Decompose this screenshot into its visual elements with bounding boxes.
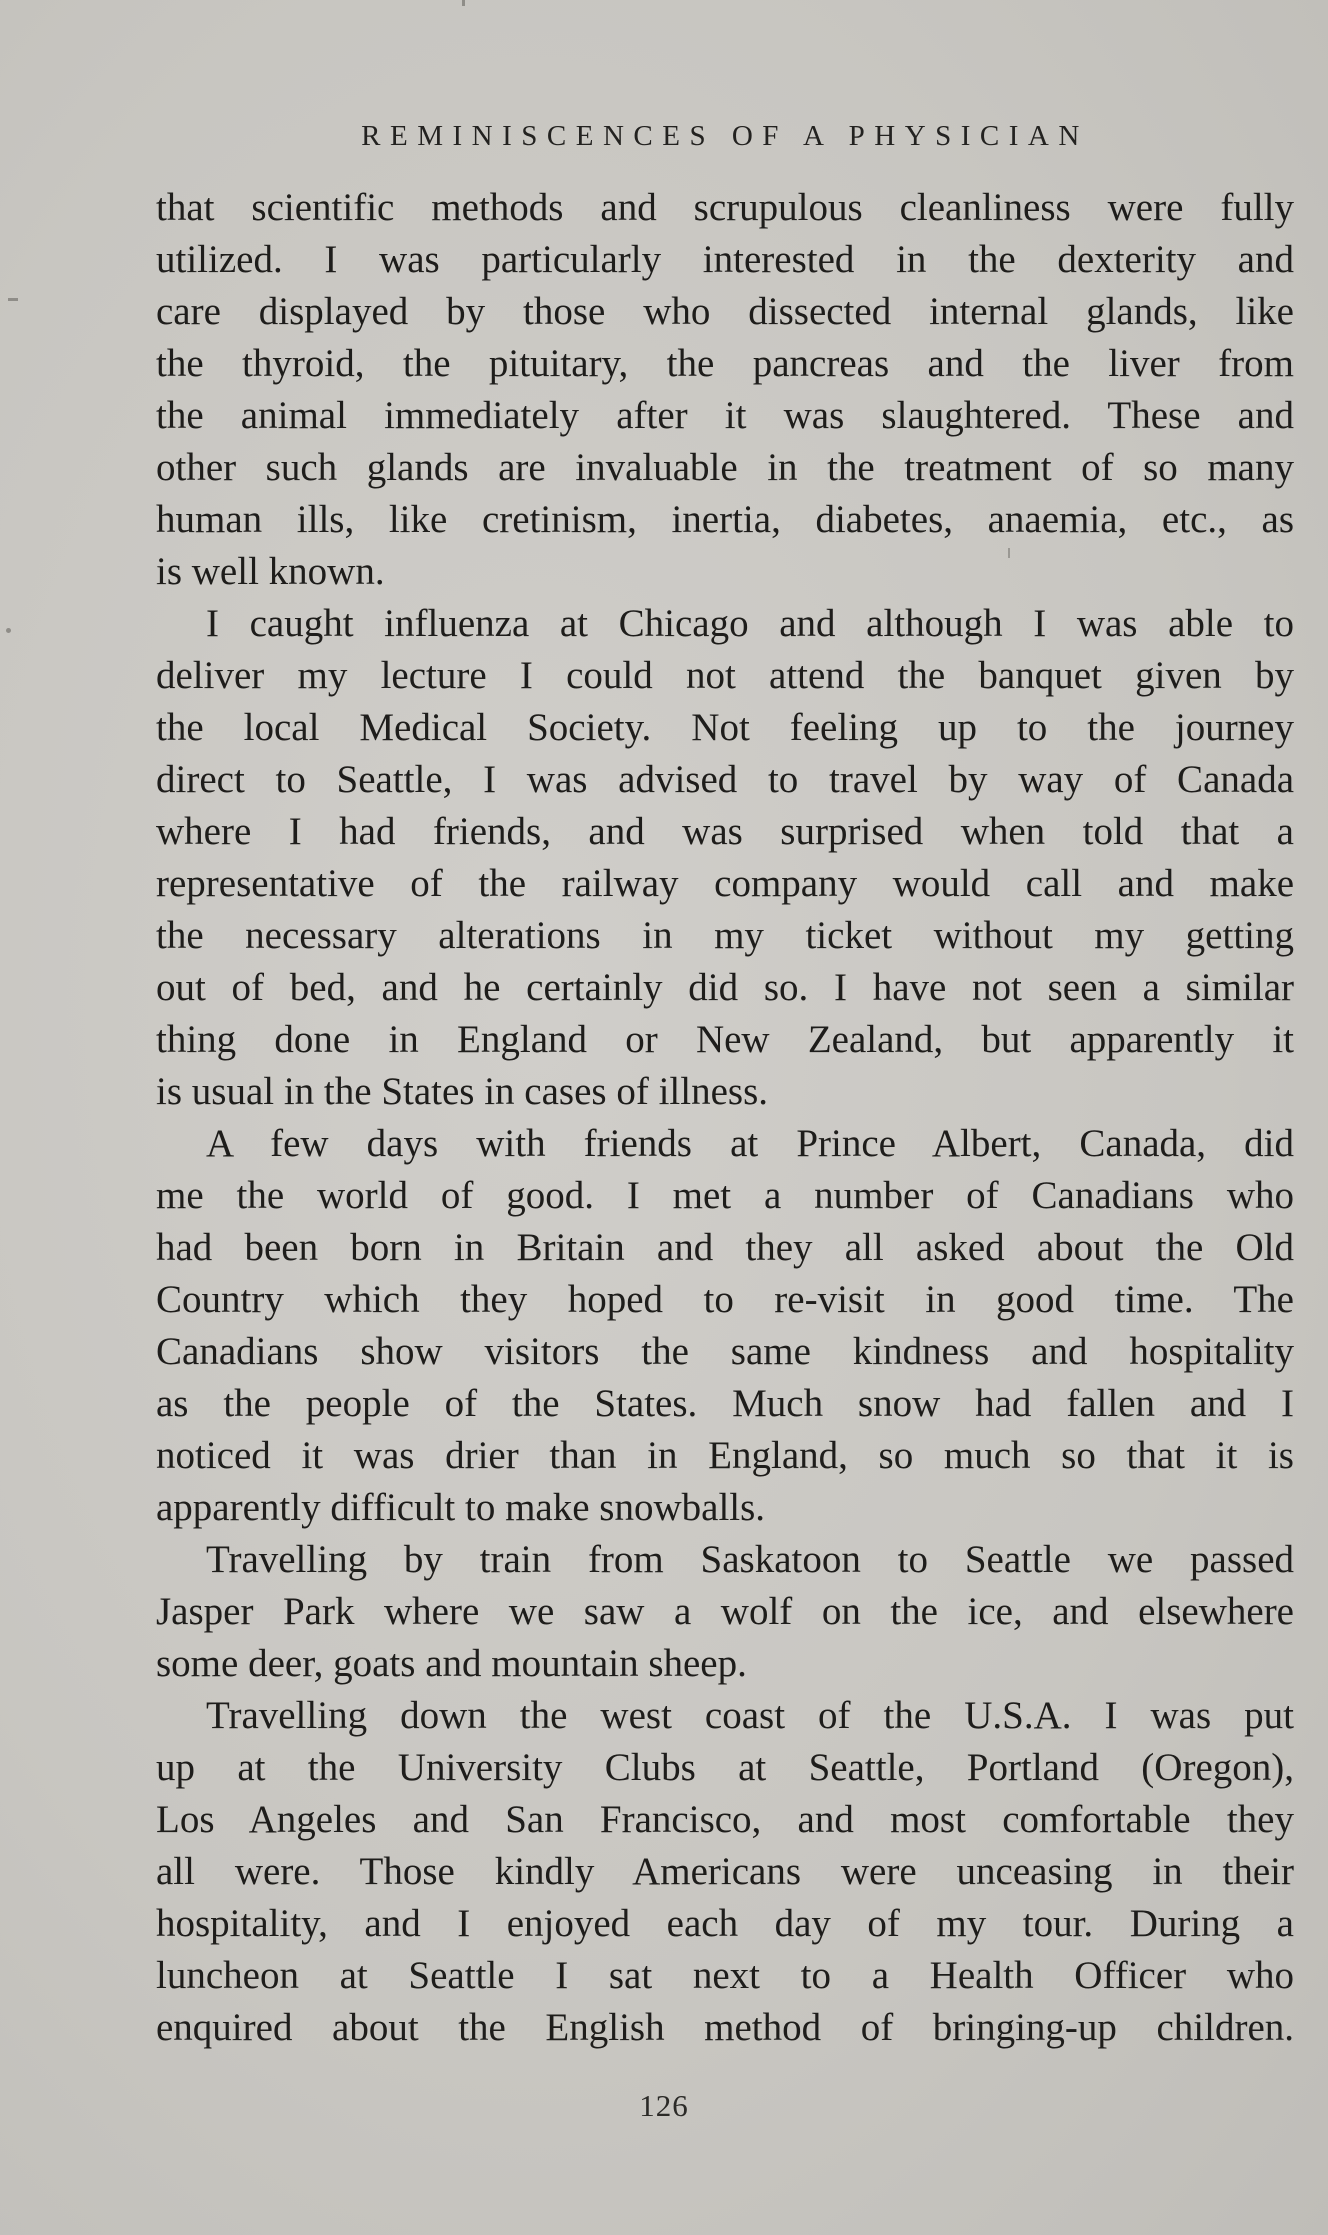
text-line: Travelling by train from Saskatoon to Seattle we passed <box>206 1538 1294 1581</box>
text-line: as the people of the States. Much snow had fallen and I <box>156 1382 1294 1425</box>
paragraph-1 <box>156 182 1294 598</box>
text-line: representative of the railway company would call and make <box>156 862 1294 905</box>
text-line: where I had friends, and was surprised when told that a <box>156 810 1294 853</box>
text-line: other such glands are invaluable in the treatment of so many <box>156 446 1294 489</box>
text-line: is usual in the States in cases of illness. <box>156 1070 769 1113</box>
text-line: the thyroid, the pituitary, the pancreas and the liver from <box>156 342 1294 385</box>
text-line: Canadians show visitors the same kindness and hospitality <box>156 1330 1294 1373</box>
text-line: is well known. <box>156 550 385 593</box>
text-line: all were. Those kindly Americans were unceasing in their <box>156 1850 1294 1893</box>
text-line: care displayed by those who dissected internal glands, like <box>156 290 1294 333</box>
text-line: enquired about the English method of bringing-up children. <box>156 2006 1294 2049</box>
text-line: me the world of good. I met a number of Canadians who <box>156 1174 1294 1217</box>
page-number: 126 <box>639 2088 689 2123</box>
text-line: some deer, goats and mountain sheep. <box>156 1642 747 1685</box>
text-line: up at the University Clubs at Seattle, Portland (Oregon), <box>156 1746 1294 1789</box>
text-line: I caught influenza at Chicago and although I was able to <box>206 602 1294 645</box>
text-line: noticed it was drier than in England, so much so that it is <box>156 1434 1294 1477</box>
text-line: deliver my lecture I could not attend the banquet given by <box>156 654 1294 697</box>
text-line: direct to Seattle, I was advised to travel by way of Canada <box>156 758 1294 801</box>
running-head: REMINISCENCES OF A PHYSICIAN <box>361 120 1089 152</box>
speck-mark <box>462 0 465 6</box>
text-line: that scientific methods and scrupulous cleanliness were fully <box>156 186 1294 229</box>
text-line: A few days with friends at Prince Albert, Canada, did <box>206 1122 1294 1165</box>
text-line: out of bed, and he certainly did so. I have not seen a similar <box>156 966 1294 1009</box>
paragraph-4 <box>156 1534 1294 1690</box>
speck-mark <box>6 628 11 633</box>
paragraph-2 <box>156 598 1294 1118</box>
text-line: the local Medical Society. Not feeling up to the journey <box>156 706 1294 749</box>
text-line: utilized. I was particularly interested in the dexterity and <box>156 238 1294 281</box>
text-line: Los Angeles and San Francisco, and most comfortable they <box>156 1798 1294 1841</box>
speck-mark <box>1008 548 1010 558</box>
text-line: human ills, like cretinism, inertia, diabetes, anaemia, etc., as <box>156 498 1294 541</box>
speck-mark <box>8 298 18 301</box>
text-line: hospitality, and I enjoyed each day of my tour. During a <box>156 1902 1294 1945</box>
body-text <box>156 182 1294 2054</box>
text-line: the necessary alterations in my ticket without my getting <box>156 914 1294 957</box>
paragraph-3 <box>156 1118 1294 1534</box>
text-line: Country which they hoped to re-visit in good time. The <box>156 1278 1294 1321</box>
paragraph-5 <box>156 1690 1294 2054</box>
text-line: the animal immediately after it was slaughtered. These and <box>156 394 1294 437</box>
text-line: Jasper Park where we saw a wolf on the ice, and elsewhere <box>156 1590 1294 1633</box>
text-line: luncheon at Seattle I sat next to a Health Officer who <box>156 1954 1294 1997</box>
text-line: thing done in England or New Zealand, but apparently it <box>156 1018 1294 1061</box>
text-line: had been born in Britain and they all asked about the Old <box>156 1226 1294 1269</box>
text-line: Travelling down the west coast of the U.S.A. I was put <box>206 1694 1294 1737</box>
text-line: apparently difficult to make snowballs. <box>156 1486 766 1529</box>
